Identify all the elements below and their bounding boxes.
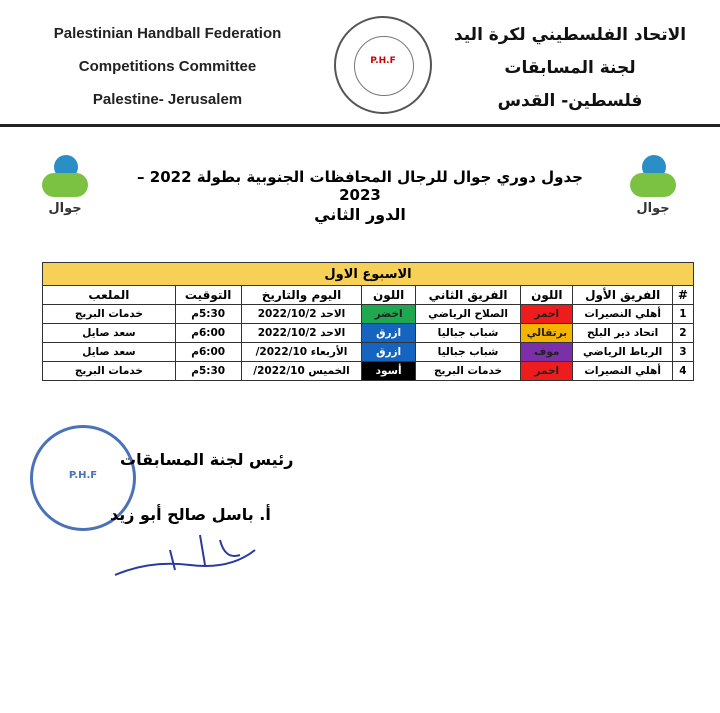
federation-logo: P.H.F: [334, 16, 432, 114]
committee-stamp: P.H.F: [30, 425, 136, 531]
second-team: خدمات البريج: [415, 362, 520, 381]
first-team-color: احمر: [521, 362, 573, 381]
match-date: الاحد 2022/10/2: [241, 324, 362, 343]
column-header: #: [672, 286, 693, 305]
handwritten-signature: [110, 530, 260, 580]
second-team-color: ازرق: [362, 343, 415, 362]
divider: [0, 124, 720, 127]
second-team-color: اخضر: [362, 305, 415, 324]
venue: سعد صايل: [43, 343, 176, 362]
signatory-name: أ. باسل صالح أبو زيد: [110, 505, 271, 524]
second-team: شباب جباليا: [415, 343, 520, 362]
table-row: [43, 305, 694, 324]
jawwal-logo-left: جوال: [40, 155, 90, 225]
row-number: 4: [672, 362, 693, 381]
round-subtitle: الدور الثاني: [314, 205, 406, 224]
venue: خدمات البريج: [43, 362, 176, 381]
first-team: أهلي النصيرات: [573, 305, 673, 324]
jawwal-logo-right: جوال: [628, 155, 678, 225]
match-date: الخميس 2022/10/: [241, 362, 362, 381]
row-number: 2: [672, 324, 693, 343]
second-team: شباب جباليا: [415, 324, 520, 343]
match-time: 6:00م: [175, 343, 241, 362]
column-header: اليوم والتاريخ: [241, 286, 362, 305]
row-number: 3: [672, 343, 693, 362]
column-header: الفريق الثاني: [415, 286, 520, 305]
committee-name-ar: لجنة المسابقات: [504, 58, 636, 78]
schedule-table: [42, 262, 694, 381]
table-row: [43, 324, 694, 343]
table-row: [43, 343, 694, 362]
venue: سعد صايل: [43, 324, 176, 343]
location-en: Palestine- Jerusalem: [92, 91, 243, 108]
column-header: الفريق الأول: [573, 286, 673, 305]
second-team-color: ازرق: [362, 324, 415, 343]
match-time: 6:00م: [175, 324, 241, 343]
first-team: اتحاد دير البلح: [573, 324, 673, 343]
match-time: 5:30م: [175, 305, 241, 324]
second-team-color: أسود: [362, 362, 415, 381]
first-team-color: احمر: [521, 305, 573, 324]
first-team-color: برتقالي: [521, 324, 573, 343]
match-date: الاحد 2022/10/2: [241, 305, 362, 324]
match-time: 5:30م: [175, 362, 241, 381]
header-english: [40, 22, 295, 121]
venue: خدمات البريج: [43, 305, 176, 324]
week-title: الاسبوع الاول: [43, 263, 694, 286]
column-header: التوقيت: [175, 286, 241, 305]
match-date: الأربعاء 2022/10/: [241, 343, 362, 362]
table-row: [43, 362, 694, 381]
column-header: الملعب: [43, 286, 176, 305]
header-row: [43, 286, 694, 305]
schedule-title: جدول دوري جوال للرجال المحافظات الجنوبية بطولة 2022 – 2023: [137, 168, 583, 204]
first-team-color: موف: [521, 343, 573, 362]
first-team: أهلي النصيرات: [573, 362, 673, 381]
second-team: الصلاح الرياضي: [415, 305, 520, 324]
row-number: 1: [672, 305, 693, 324]
signatory-role: رئيس لجنة المسابقات: [120, 450, 294, 469]
federation-name-en: Palestinian Handball Federation: [53, 25, 282, 42]
first-team: الرباط الرياضي: [573, 343, 673, 362]
column-header: اللون: [521, 286, 573, 305]
header-arabic: [440, 22, 700, 121]
column-header: اللون: [362, 286, 415, 305]
location-ar: فلسطين- القدس: [497, 91, 643, 111]
federation-name-ar: الاتحاد الفلسطيني لكرة اليد: [453, 25, 687, 45]
committee-name-en: Competitions Committee: [78, 58, 257, 75]
